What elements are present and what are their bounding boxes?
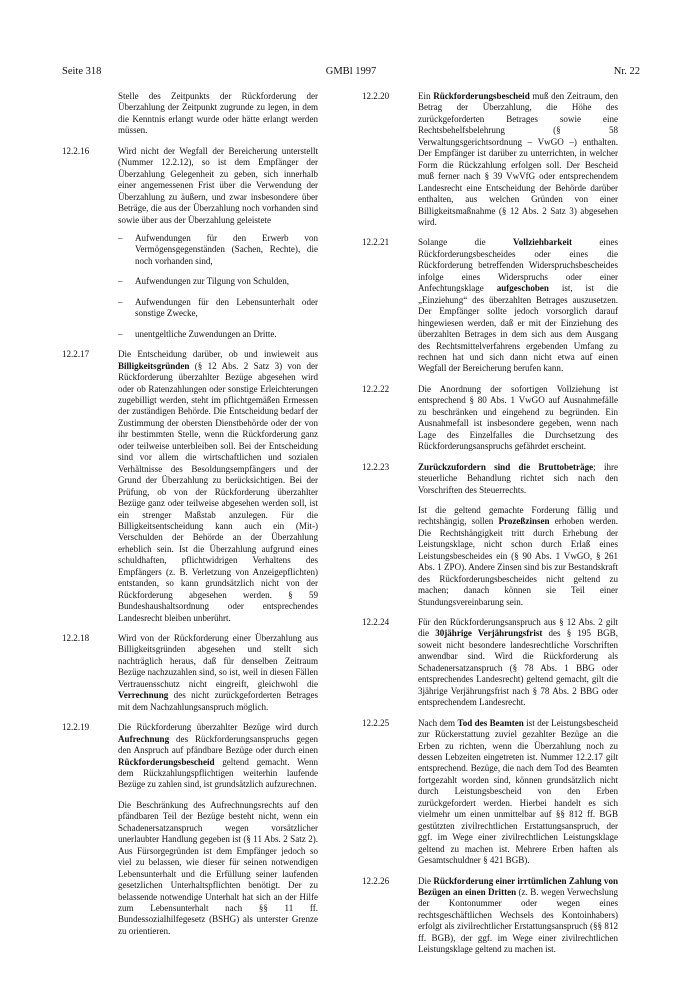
section-12-2-18	[62, 633, 318, 713]
list-item: – Aufwendungen zur Tilgung von Schulden,	[118, 276, 318, 287]
paragraph: Die Beschränkung des Aufrechnungsrechts auf den pfändbaren Teil der Bezüge besteht nicht, wenn ein Schadenersatzanspruch wegen vorsätzlicher unerlaubter Handlung gegeben ist (§ 11 Abs. 2 Satz 2). Aus Fürsorgegründen ist dem Empfänger jedoch so viel zu belassen, wie dieser für seinen notwendigen Lebensunterhalt und die Erfüllung seiner laufenden gesetzlichen Unterhaltspflichten benötigt. Der zu belassende notwendige Unterhalt hat sich an der Hilfe zum Lebensunterhalt nach §§ 11 ff. Bundessozialhilfegesetz (BSHG) als unterster Grenze zu orientieren.	[118, 799, 318, 936]
section-12-2-23	[362, 462, 618, 608]
dash-list	[118, 233, 318, 340]
text-run: des Rückforderungsanspruchs gegen den Anspruch auf pfändbare Bezüge oder durch einen	[118, 733, 318, 756]
bold-term: Vollziehbarkeit	[513, 237, 572, 248]
text-run: Solange die	[418, 237, 514, 248]
text-run: ist, ist die „Einziehung“ des überzahlten Betrages auszusetzen. Der Empfänger sollte jedoch vorsorglich darauf hingewiesen werden, daß er mit der Einziehung des überzahlten Betrages in dem sich aus dem Ausgang des Rechtsmittelverfahrens ergebenden Umfang zu rechnen hat und sich dann nicht etwa auf einen Wegfall der Bereicherung berufen kann.	[418, 283, 618, 374]
bold-term: Tod des Beamten	[457, 717, 524, 728]
bold-term: Rückforderungsbescheid	[118, 756, 215, 767]
section-number: 12.2.17	[62, 349, 90, 360]
text-run: des nicht zurückgeforderten Betrages mit dem Nachzahlungsanspruch möglich.	[118, 690, 318, 712]
section-number: 12.2.26	[362, 875, 390, 886]
section-continuation	[62, 91, 318, 137]
journal-title: GMBl 1997	[325, 66, 377, 77]
section-12-2-16	[62, 146, 318, 340]
section-number: 12.2.19	[62, 722, 90, 733]
section-number: 12.2.22	[362, 383, 390, 394]
section-12-2-25	[362, 718, 618, 867]
bold-term: aufgeschoben	[496, 283, 549, 294]
text-run: (§ 12 Abs. 2 Satz 3) von der Rückforderung überzahlter Bezüge abgesehen wird oder ob Ratenzahlungen oder sonstige Erleichterungen zugebilligt werden, steht im pflichtgemäßen Ermessen der zuständigen Behörde. Die Entscheidung bedarf der Zustimmung der obersten Dienstbehörde oder der von ihr bestimmten Stelle, wenn die Rückforderung ganz oder teilweise unterbleiben soll. Bei der Entscheidung sind vor allem die wirtschaftlichen und sozialen Verhältnisse des Besoldungsempfängers und der Grund der Überzahlung zu berücksichtigen. Bei der Prüfung, ob von der Rückforderung überzahlter Bezüge ganz oder teilweise abgesehen werden soll, ist ein strenger Maßstab anzulegen. Für die Billigkeitsentscheidung kann auch ein (Mit-) Verschulden der Behörde an der Überzahlung erheblich sein. Ist die Überzahlung aufgrund eines schuldhaften, pflichtwidrigen Verhaltens des Empfängers (z. B. Verletzung von Anzeigepflichten) entstanden, so kann grundsätzlich nicht von der Rückforderung abgesehen werden. § 59 Bundeshaushaltsordnung oder entsprechendes Landesrecht bleiben unberührt.	[118, 360, 318, 623]
section-12-2-17	[62, 349, 318, 624]
section-12-2-19	[62, 722, 318, 937]
issue-number: Nr. 22	[613, 66, 640, 77]
section-number: 12.2.16	[62, 145, 90, 156]
paragraph	[418, 462, 618, 496]
right-column	[362, 91, 618, 956]
text-run: eines Rückforderungsbescheides oder eines die Rückforderung betreffenden Widerspruchsbescheides infolge eines Widerspruchs oder einer Anfechtungsklage	[418, 237, 618, 294]
text-run: Ein	[418, 91, 434, 101]
paragraph	[418, 237, 618, 374]
text-run: Für den Rückforderungsanspruch aus § 12 Abs. 2 gilt die	[418, 617, 618, 639]
bold-term: Rückforderungsbescheid	[433, 91, 530, 101]
text-run: (z. B. wegen Verwechslung der Kontonummer oder wegen eines rechtsgeschäftlichen Wechsels des Kontoinhabers) erfolgt als zivilrechtlicher Erstattungsanspruch (§§ 812 ff. BGB), der ggf. im Wege einer zivilrechtlichen Leistungsklage geltend zu machen ist.	[418, 887, 618, 955]
bold-term: Billigkeitsgründen	[118, 360, 190, 371]
text-run: Die Rückforderung überzahlter Bezüge wird durch	[118, 722, 318, 733]
bold-term: Rückforderung einer irrtümlichen Zahlung von Bezügen an einen Dritten	[418, 875, 618, 897]
paragraph	[418, 617, 618, 709]
paragraph: Stelle des Zeitpunkts der Rückforderung der Überzahlung der Zeitpunkt zugrunde zu legen, in dem die Kenntnis erlangt wurde oder hätte erlangt werden müssen.	[118, 91, 318, 136]
paragraph	[418, 876, 618, 956]
text-run: ; ihre steuerliche Behandlung richtet sich nach den Vorschriften des Steuerrechts.	[418, 461, 619, 495]
left-column	[62, 91, 318, 937]
section-number: 12.2.24	[362, 617, 390, 628]
paragraph: Wird nicht der Wegfall der Bereicherung unterstellt (Nummer 12.2.12), so ist dem Empfänger der Überzahlung Gelegenheit zu geben, sich innerhalb einer angemessenen Frist über die Verwendung der Überzahlung zu äußern, und zwar insbesondere über Beträge, die aus der Überzahlung noch vorhanden sind sowie über aus der Überzahlung geleistete	[118, 145, 318, 225]
text-run: Wird von der Rückforderung einer Überzahlung aus Billigkeitsgründen abgesehen und stellt sich nachträglich heraus, daß für denselben Zeitraum Bezüge nachzuzahlen sind, so ist, weil in diesen Fällen Vertrauensschutz nicht eingreift, gleichwohl die	[118, 633, 318, 689]
paragraph	[418, 718, 618, 867]
paragraph	[418, 91, 618, 228]
paragraph: Die Anordnung der sofortigen Vollziehung ist entsprechend § 80 Abs. 1 VwGO auf Ausnahmefälle zu beschränken und eingehend zu begründen. Ein Ausnahmefall ist insbesondere gegeben, wenn nach Lage des Einzelfalles die Durchsetzung des Rückforderungsanspruchs gefährdet erscheint.	[418, 383, 618, 452]
paragraph	[118, 349, 318, 624]
section-number: 12.2.20	[362, 91, 390, 101]
bold-term: Zurückzufordern sind die Bruttobeträge	[418, 461, 594, 472]
section-12-2-22	[362, 384, 618, 453]
bold-term: Aufrechnung	[118, 733, 170, 744]
text-run: Nach dem	[418, 717, 458, 728]
section-12-2-20	[362, 91, 618, 228]
section-12-2-26	[362, 876, 618, 956]
section-number: 12.2.18	[62, 633, 90, 644]
bold-term: Verrechnung	[118, 690, 169, 701]
text-run: erhoben werden. Die Rechtshängigkeit tritt durch Erhebung der Leistungsklage, nicht schon durch Erlaß eines Leistungsbescheides ein (§ 90 Abs. 1 VwGO, § 261 Abs. 1 ZPO). Andere Zinsen sind bis zur Bestandskraft des Rückforderungsbescheides nicht geltend zu machen; danach können sie Teil einer Stundungsvereinbarung sein.	[418, 516, 619, 607]
section-number: 12.2.23	[362, 461, 390, 472]
text-run: Die Entscheidung darüber, ob und inwieweit aus	[118, 349, 318, 360]
list-item: – Aufwendungen für den Erwerb von Vermögensgegenständen (Sachen, Rechte), die noch vorhanden sind,	[118, 233, 318, 267]
section-number: 12.2.21	[362, 237, 390, 248]
paragraph	[418, 505, 618, 608]
text-run: Die	[418, 875, 434, 886]
section-12-2-24	[362, 617, 618, 709]
page-number: Seite 318	[62, 66, 102, 77]
bold-term: 30jährige Verjährungsfrist	[435, 628, 543, 639]
text-run: des § 195 BGB, soweit nicht besondere landesrechtliche Vorschriften anwendbar sind. Wird die Rückforderung als Schadenersatzanspruch (§ 78 Abs. 1 BBG oder entsprechendes Landesrecht) geltend gemacht, gilt die 3jährige Verjährungsfrist nach § 78 Abs. 2 BBG oder entsprechendem Landesrecht.	[418, 628, 618, 708]
list-item: – Aufwendungen für den Lebensunterhalt oder sonstige Zwecke,	[118, 297, 318, 320]
text-run: Ist die geltend gemachte Forderung fällig und rechtshängig, sollen	[418, 504, 618, 527]
paragraph	[118, 722, 318, 791]
section-number: 12.2.25	[362, 717, 390, 728]
page-header	[62, 66, 640, 80]
section-12-2-21	[362, 237, 618, 374]
text-run: ist der Leistungsbescheid zur Rückerstattung zuviel gezahlter Bezüge an die Erben zu richten, wenn die Überzahlung noch zu dessen Lebzeiten eingetreten ist. Nummer 12.2.17 gilt entsprechend. Bezüge, die nach dem Tod des Beamten fortgezahlt worden sind, können grundsätzlich nicht durch Leistungsbescheid von den Erben zurückgefordert werden. Hierbei handelt es sich vielmehr um einen unmittelbar auf §§ 812 ff. BGB gestützten zivilrechtlichen Erstattungsanspruch, der ggf. im Wege einer zivilrechtlichen Leistungsklage geltend zu machen ist. Mehrere Erben haften als Gesamtschuldner § 421 BGB).	[418, 717, 618, 866]
list-item: – unentgeltliche Zuwendungen an Dritte.	[118, 329, 318, 340]
text-run: geltend gemacht. Wenn dem Rückzahlungspflichtigen weiterhin laufende Bezüge zu zahlen sind, ist grundsätzlich aufzurechnen.	[118, 756, 318, 790]
text-run: muß den Zeitraum, den Betrag der Überzahlung, die Höhe des zurückgeforderten Betrages sowie eine Rechtsbehelfsbelehrung (§ 58 Verwaltungsgerichtsordnung – VwGO –) enthalten. Der Empfänger ist darüber zu unterrichten, in welcher Form die Rückzahlung erfolgen soll. Der Bescheid muß ferner nach § 39 VwVfG oder entsprechendem Landesrecht eine Entscheidung der Behörde darüber enthalten, aus welchen Gründen von einer Billigkeitsmaßnahme (§ 12 Abs. 2 Satz 3) abgesehen wird.	[418, 91, 618, 227]
paragraph	[118, 633, 318, 713]
bold-term: Prozeßzinsen	[498, 516, 550, 527]
